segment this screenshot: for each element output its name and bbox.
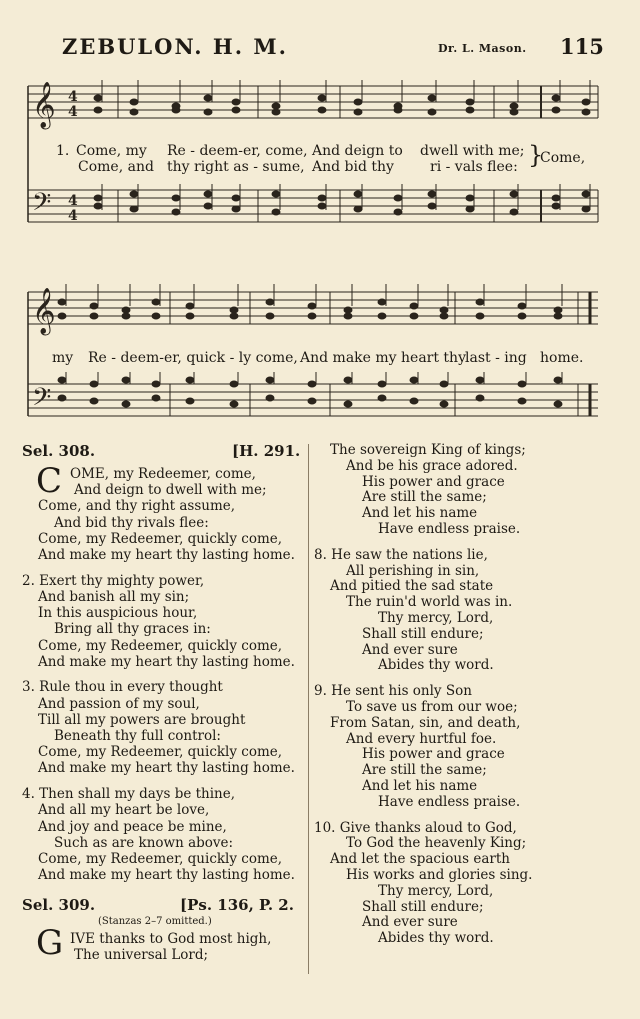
notehead [172, 209, 180, 215]
right-line: All perishing in sin, [346, 562, 480, 579]
notehead [354, 206, 362, 212]
notehead [230, 307, 238, 313]
notehead [94, 107, 102, 113]
notehead [152, 313, 160, 319]
notehead [440, 381, 448, 387]
notehead [90, 398, 98, 404]
notehead [410, 377, 418, 383]
right-line: Have endless praise. [378, 793, 521, 810]
right-line: And every hurtful foe. [346, 730, 497, 747]
right-line: Thy mercy, Lord, [378, 882, 494, 899]
notehead [186, 377, 194, 383]
notehead [552, 107, 560, 113]
right-line: To save us from our woe; [346, 699, 518, 715]
notehead [518, 313, 526, 319]
sel-308-line: And joy and peace be mine, [38, 818, 227, 835]
notehead [518, 381, 526, 387]
right-line: Abides thy word. [378, 657, 494, 674]
sel-309-number: Sel. 309. [22, 896, 96, 914]
sel-308-line: Come, my Redeemer, quickly come, [38, 637, 283, 654]
right-line: 10. Give thanks aloud to God, [314, 819, 517, 836]
notehead [552, 195, 560, 201]
notehead [476, 299, 484, 305]
right-line: His works and glories sing. [346, 867, 533, 883]
notehead [476, 377, 484, 383]
notehead [122, 313, 130, 319]
notehead [378, 381, 386, 387]
notehead [130, 191, 138, 197]
notehead [266, 313, 274, 319]
notehead [476, 313, 484, 319]
right-line: His power and grace [362, 746, 505, 763]
svg-text:4: 4 [68, 208, 78, 224]
notehead [410, 398, 418, 404]
notehead [266, 395, 274, 401]
notehead [272, 103, 280, 109]
sel-308-line: Such as are known above: [54, 834, 234, 851]
notehead [318, 107, 326, 113]
notehead [428, 95, 436, 101]
sel-308-line: And make my heart thy lasting home. [38, 760, 295, 777]
page-title: ZEBULON. H. M. [62, 34, 288, 59]
notehead [130, 99, 138, 105]
notehead [186, 313, 194, 319]
notehead [344, 401, 352, 407]
notehead [344, 377, 352, 383]
sel-308-line: 4. Then shall my days be thine, [22, 786, 236, 803]
page-number: 115 [560, 34, 604, 59]
notehead [428, 109, 436, 115]
right-line: The sovereign King of kings; [330, 442, 526, 458]
notehead [554, 401, 562, 407]
notehead [318, 95, 326, 101]
notehead [204, 109, 212, 115]
time-sig-bottom: 4 [68, 104, 78, 120]
notehead [318, 203, 326, 209]
right-line: Are still the same; [362, 762, 487, 779]
notehead [122, 307, 130, 313]
notehead [582, 99, 590, 105]
notehead [344, 313, 352, 319]
right-line: Are still the same; [362, 489, 487, 506]
notehead [466, 107, 474, 113]
notehead [204, 95, 212, 101]
svg-text:𝄢: 𝄢 [32, 383, 52, 418]
notehead [130, 206, 138, 212]
notehead [518, 398, 526, 404]
notehead [266, 299, 274, 305]
notehead [440, 313, 448, 319]
right-line: 8. He saw the nations lie, [314, 546, 488, 563]
notehead [272, 191, 280, 197]
sel-308-line: In this auspicious hour, [38, 605, 198, 622]
notehead [318, 195, 326, 201]
sel-308-line: And deign to dwell with me; [74, 482, 267, 499]
time-sig-top: 4 [68, 89, 78, 105]
svg-text:4: 4 [68, 193, 78, 209]
sel-308-line: 2. Exert thy mighty power, [22, 572, 205, 589]
right-line: Thy mercy, Lord, [378, 610, 494, 626]
notehead [90, 303, 98, 309]
column-divider [308, 444, 309, 974]
bass-clef-icon: 𝄢 [32, 188, 52, 223]
notehead [344, 307, 352, 313]
right-line: Abides thy word. [378, 930, 494, 947]
right-line: To God the heavenly King; [346, 835, 527, 852]
notehead [186, 303, 194, 309]
svg-text:𝄞: 𝄞 [32, 288, 56, 334]
notehead [58, 299, 66, 305]
sel-308-number: Sel. 308. [22, 442, 96, 460]
notehead [94, 95, 102, 101]
notehead [354, 99, 362, 105]
notehead [582, 191, 590, 197]
notehead [272, 109, 280, 115]
notehead [510, 191, 518, 197]
notehead [354, 109, 362, 115]
sel-308-line: Come, my Redeemer, quickly come, [38, 850, 283, 867]
notehead [410, 313, 418, 319]
sel-308-line: And bid thy rivals flee: [54, 514, 209, 531]
notehead [378, 299, 386, 305]
drop-cap-c: C [36, 461, 63, 501]
notehead [554, 307, 562, 313]
right-line: Shall still endure; [362, 898, 484, 915]
notehead [554, 313, 562, 319]
right-line: From Satan, sin, and death, [330, 714, 521, 731]
notehead [90, 381, 98, 387]
sel-308-line: Till all my powers are brought [38, 711, 246, 728]
notehead [518, 303, 526, 309]
notehead [152, 395, 160, 401]
lyric-1-a: 1. [56, 143, 70, 159]
sel-308-line: Bring all thy graces in: [54, 621, 211, 638]
notehead [232, 99, 240, 105]
sel-308-ref: [H. 291. [232, 442, 301, 460]
right-line: And let his name [362, 778, 478, 794]
notehead [94, 203, 102, 209]
sel-308-line: OME, my Redeemer, come, [70, 466, 256, 482]
notehead [378, 313, 386, 319]
sel-308-line: And banish all my sin; [38, 588, 190, 605]
sel-308-line: And passion of my soul, [38, 695, 200, 712]
right-line: And pitied the sad state [330, 578, 494, 595]
stanza-note: (Stanzas 2–7 omitted.) [98, 916, 212, 927]
notehead [428, 203, 436, 209]
right-line: Have endless praise. [378, 521, 521, 537]
right-line: And let the spacious earth [330, 851, 510, 868]
notehead [122, 401, 130, 407]
notehead [58, 313, 66, 319]
notehead [230, 313, 238, 319]
notehead [308, 313, 316, 319]
notehead [230, 381, 238, 387]
notehead [272, 209, 280, 215]
notehead [394, 209, 402, 215]
drop-cap-g: G [36, 923, 64, 963]
notehead [204, 203, 212, 209]
sel-308-line: 3. Rule thou in every thought [22, 679, 223, 696]
notehead [582, 109, 590, 115]
notehead [172, 107, 180, 113]
notehead [232, 206, 240, 212]
right-line: And let his name [362, 505, 478, 522]
sel-309-ref: [Ps. 136, P. 2. [180, 896, 294, 914]
sel-308-line: Come, my Redeemer, quickly come, [38, 744, 283, 761]
notehead [510, 209, 518, 215]
notehead [466, 206, 474, 212]
notehead [204, 191, 212, 197]
notehead [378, 395, 386, 401]
notehead [152, 381, 160, 387]
notehead [394, 107, 402, 113]
notehead [410, 303, 418, 309]
sel-308-line: And all my heart be love, [38, 802, 210, 819]
notehead [476, 395, 484, 401]
right-line: And be his grace adored. [346, 457, 518, 474]
notehead [308, 381, 316, 387]
notehead [466, 195, 474, 201]
sel-308-line: And make my heart thy lasting home. [38, 653, 295, 670]
notehead [58, 395, 66, 401]
notehead [122, 377, 130, 383]
right-line: 9. He sent his only Son [314, 683, 472, 700]
notehead [354, 191, 362, 197]
sel-308-line: And make my heart thy lasting home. [38, 547, 295, 563]
notehead [266, 377, 274, 383]
notehead [582, 206, 590, 212]
right-line: The ruin'd world was in. [346, 594, 513, 611]
notehead [172, 195, 180, 201]
notehead [232, 195, 240, 201]
notehead [510, 109, 518, 115]
sel-308-line: Come, my Redeemer, quickly come, [38, 530, 283, 547]
right-line: And ever sure [362, 641, 458, 658]
notehead [152, 299, 160, 305]
sel-308-line: Come, and thy right assume, [38, 498, 236, 515]
notehead [232, 107, 240, 113]
notehead [58, 377, 66, 383]
notehead [428, 191, 436, 197]
notehead [554, 377, 562, 383]
right-line: And ever sure [362, 914, 458, 931]
notehead [94, 195, 102, 201]
treble-clef-icon: 𝄞 [32, 82, 56, 128]
sel-308-line: And make my heart thy lasting home. [38, 867, 295, 884]
notehead [552, 95, 560, 101]
notehead [440, 307, 448, 313]
right-line: His power and grace [362, 473, 505, 490]
notehead [308, 398, 316, 404]
composer: Dr. L. Mason. [438, 42, 527, 55]
sel-308-line: Beneath thy full control: [54, 728, 221, 744]
notehead [186, 398, 194, 404]
notehead [230, 401, 238, 407]
notehead [466, 99, 474, 105]
notehead [308, 303, 316, 309]
notehead [510, 103, 518, 109]
notehead [130, 109, 138, 115]
right-line: Shall still endure; [362, 625, 484, 642]
notehead [552, 203, 560, 209]
notehead [394, 195, 402, 201]
notehead [440, 401, 448, 407]
notehead [90, 313, 98, 319]
